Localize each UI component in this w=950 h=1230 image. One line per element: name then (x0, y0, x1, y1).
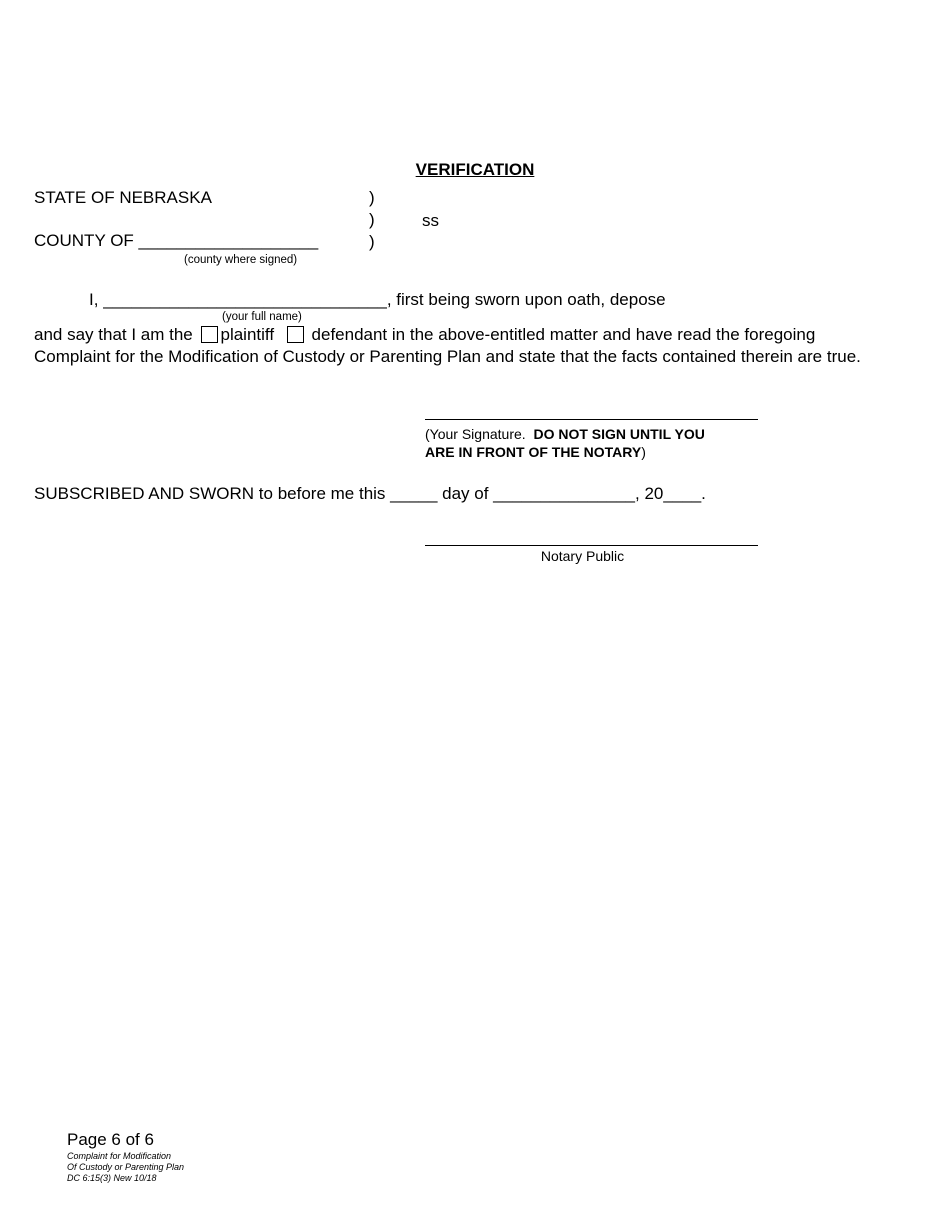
paren: ) (369, 188, 375, 207)
plaintiff-checkbox[interactable] (201, 326, 218, 343)
county-label: COUNTY OF (34, 231, 134, 250)
paren: ) (369, 210, 375, 229)
plaintiff-label: plaintiff (220, 325, 275, 344)
full-name-field[interactable]: ______________________________ (103, 290, 387, 309)
defendant-label: defendant (311, 325, 388, 344)
oath-prefix: I, (89, 290, 99, 309)
signature-warning: ARE IN FRONT OF THE NOTARY (425, 444, 642, 460)
county-hint: (county where signed) (184, 254, 298, 266)
page-title: VERIFICATION (415, 160, 535, 179)
form-title: Complaint for Modification (67, 1151, 172, 1161)
defendant-checkbox[interactable] (287, 326, 304, 343)
notary-label: Notary Public (540, 548, 625, 564)
form-code: DC 6:15(3) New 10/18 (67, 1173, 157, 1183)
oath-line-2 (34, 325, 815, 345)
oath-line-1 (89, 290, 666, 310)
oath-text: and say that I am the (34, 325, 193, 344)
oath-line-3: Complaint for the Modification of Custody or Parenting Plan and state that the facts contained therein are true. (34, 347, 861, 366)
county-field[interactable]: ___________________ (138, 231, 319, 250)
page-number: Page 6 of 6 (67, 1130, 154, 1149)
state-label: STATE OF NEBRASKA (34, 188, 212, 207)
name-hint: (your full name) (222, 311, 302, 323)
signature-hint-text: (Your Signature. (425, 426, 526, 442)
signature-hint-text: ) (641, 444, 646, 460)
form-title: Of Custody or Parenting Plan (67, 1162, 185, 1172)
paren: ) (369, 232, 375, 251)
county-row (34, 231, 318, 251)
signature-line[interactable] (425, 419, 758, 420)
ss-label: ss (422, 211, 439, 230)
oath-suffix: , first being sworn upon oath, depose (386, 290, 666, 309)
notary-signature-line[interactable] (425, 545, 758, 546)
signature-hint (425, 425, 705, 461)
oath-text: in the above-entitled matter and have read the foregoing (391, 325, 816, 344)
subscribed-line: SUBSCRIBED AND SWORN to before me this _____ day of _______________, 20____. (34, 484, 706, 503)
signature-warning: DO NOT SIGN UNTIL YOU (533, 426, 705, 442)
